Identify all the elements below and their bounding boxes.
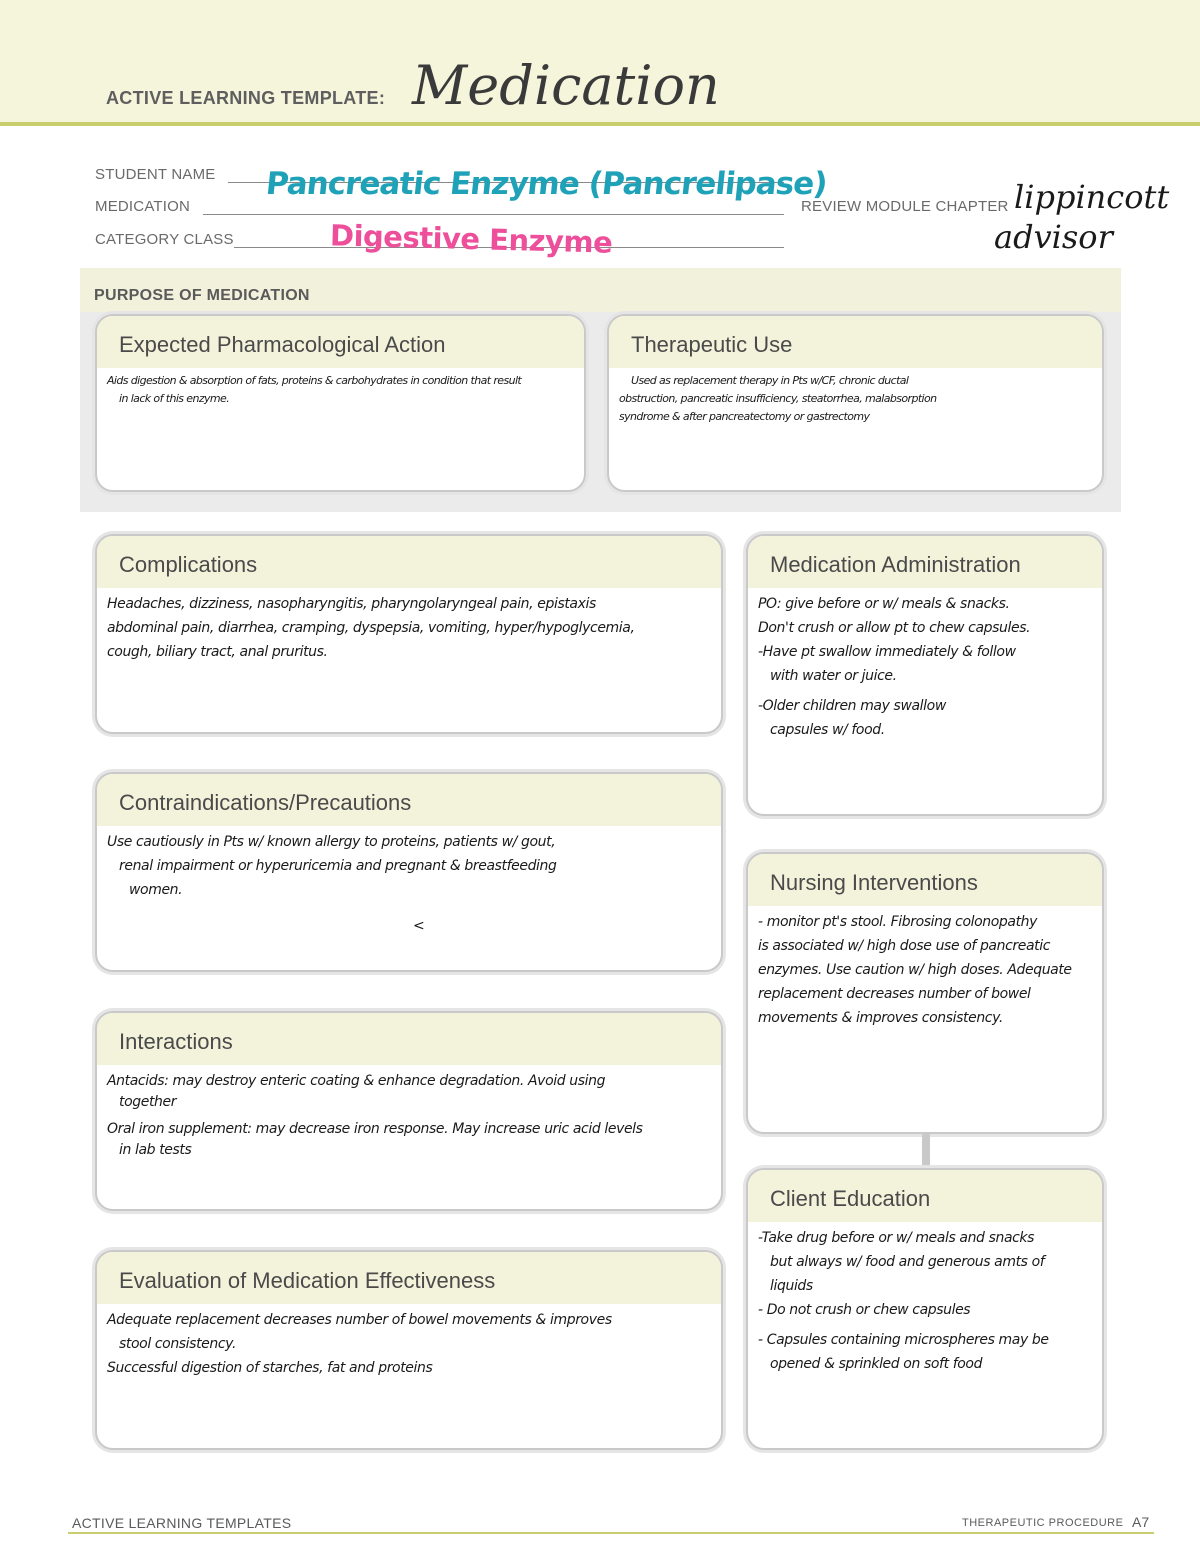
expected-action-line: Aids digestion & absorption of fats, proteins & carbohydrates in condition that result [107,374,522,387]
evaluation-title: Evaluation of Medication Effectiveness [119,1268,496,1293]
client-education-line: - Capsules containing microspheres may be [758,1332,1049,1348]
therapeutic-use-body [619,372,1092,482]
nursing-interventions-line: replacement decreases number of bowel [758,986,1031,1002]
expected-action-body [107,372,574,482]
review-module-chapter-line-2: advisor [994,218,1113,256]
category-class-label: CATEGORY CLASS [95,231,234,248]
nursing-interventions-box [746,852,1104,1134]
complications-line: Headaches, dizziness, nasopharyngitis, pharyngolaryngeal pain, epistaxis [107,596,596,612]
medication-administration-line: capsules w/ food. [770,722,885,738]
nursing-interventions-line: is associated w/ high dose use of pancreatic [758,938,1051,954]
review-module-chapter-line-1: lippincott [1014,178,1170,216]
evaluation-box [95,1250,723,1450]
contraindications-box [95,772,723,972]
medication-label: MEDICATION [95,198,191,215]
contraindications-line: Use cautiously in Pts w/ known allergy to proteins, patients w/ gout, [107,834,556,850]
complications-title: Complications [119,552,258,577]
client-education-line: - Do not crush or chew capsules [758,1302,971,1318]
client-education-body [758,1226,1092,1440]
medication-administration-box [746,534,1104,816]
medication-value: Pancreatic Enzyme (Pancrelipase) [264,166,829,202]
purpose-title: PURPOSE OF MEDICATION [94,287,310,304]
medication-administration-line: Don't crush or allow pt to chew capsules. [758,620,1031,636]
student-name-label: STUDENT NAME [95,166,216,183]
interactions-line: together [119,1094,177,1110]
client-education-line: opened & sprinkled on soft food [770,1356,983,1372]
complications-box [95,534,723,734]
therapeutic-use-line: obstruction, pancreatic insufficiency, steatorrhea, malabsorption [619,392,937,405]
medication-administration-line: with water or juice. [770,668,897,684]
contraindications-line: renal impairment or hyperuricemia and pregnant & breastfeeding [119,858,557,874]
medication-administration-line: -Have pt swallow immediately & follow [758,644,1016,660]
evaluation-line: stool consistency. [119,1336,236,1352]
therapeutic-use-box [607,314,1104,492]
contraindications-body [107,830,711,962]
nursing-interventions-line: enzymes. Use caution w/ high doses. Adequate [758,962,1072,978]
evaluation-line: Adequate replacement decreases number of bowel movements & improves [107,1312,612,1328]
nursing-interventions-line: - monitor pt's stool. Fibrosing colonopathy [758,914,1038,930]
client-education-line: but always w/ food and generous amts of [770,1254,1045,1270]
box-connector [922,1134,930,1166]
medication-line [203,214,784,215]
interactions-box [95,1011,723,1211]
interactions-line: in lab tests [119,1142,192,1158]
nursing-interventions-line: movements & improves consistency. [758,1010,1003,1026]
header-rule [0,122,1200,126]
medication-administration-line: PO: give before or w/ meals & snacks. [758,596,1010,612]
client-education-line: -Take drug before or w/ meals and snacks [758,1230,1035,1246]
page-title: Medication [412,54,720,117]
medication-administration-line: -Older children may swallow [758,698,946,714]
footer-page-number: A7 [1132,1514,1150,1530]
review-module-chapter-label: REVIEW MODULE CHAPTER [801,198,1009,215]
nursing-interventions-title: Nursing Interventions [770,870,978,895]
evaluation-body [107,1308,711,1440]
client-education-title: Client Education [770,1186,931,1211]
complications-body [107,592,711,724]
contraindications-line: women. [129,882,183,898]
interactions-line: Oral iron supplement: may decrease iron response. May increase uric acid levels [107,1121,643,1137]
footer-right-label: THERAPEUTIC PROCEDURE [962,1517,1124,1529]
complications-line: cough, biliary tract, anal pruritus. [107,644,328,660]
contraindications-stray-mark: < [413,918,425,934]
category-class-value: Digestive Enzyme [329,218,613,260]
therapeutic-use-title: Therapeutic Use [631,332,793,357]
client-education-line: liquids [770,1278,813,1294]
interactions-body [107,1069,711,1201]
expected-action-box [95,314,586,492]
medication-administration-body [758,592,1092,806]
therapeutic-use-line: syndrome & after pancreatectomy or gastrectomy [619,410,870,423]
footer-rule [68,1532,1154,1534]
expected-action-line: in lack of this enzyme. [119,392,230,405]
expected-action-title: Expected Pharmacological Action [119,332,446,357]
client-education-box [746,1168,1104,1450]
nursing-interventions-body [758,910,1092,1124]
therapeutic-use-line: Used as replacement therapy in Pts w/CF, chronic ductal [631,374,909,387]
complications-line: abdominal pain, diarrhea, cramping, dyspepsia, vomiting, hyper/hypoglycemia, [107,620,635,636]
contraindications-title: Contraindications/Precautions [119,790,412,815]
template-label: ACTIVE LEARNING TEMPLATE: [106,88,386,108]
interactions-line: Antacids: may destroy enteric coating & enhance degradation. Avoid using [107,1073,606,1089]
evaluation-line: Successful digestion of starches, fat and proteins [107,1360,433,1376]
interactions-title: Interactions [119,1029,233,1054]
footer-left-label: ACTIVE LEARNING TEMPLATES [72,1515,292,1531]
medication-administration-title: Medication Administration [770,552,1021,577]
